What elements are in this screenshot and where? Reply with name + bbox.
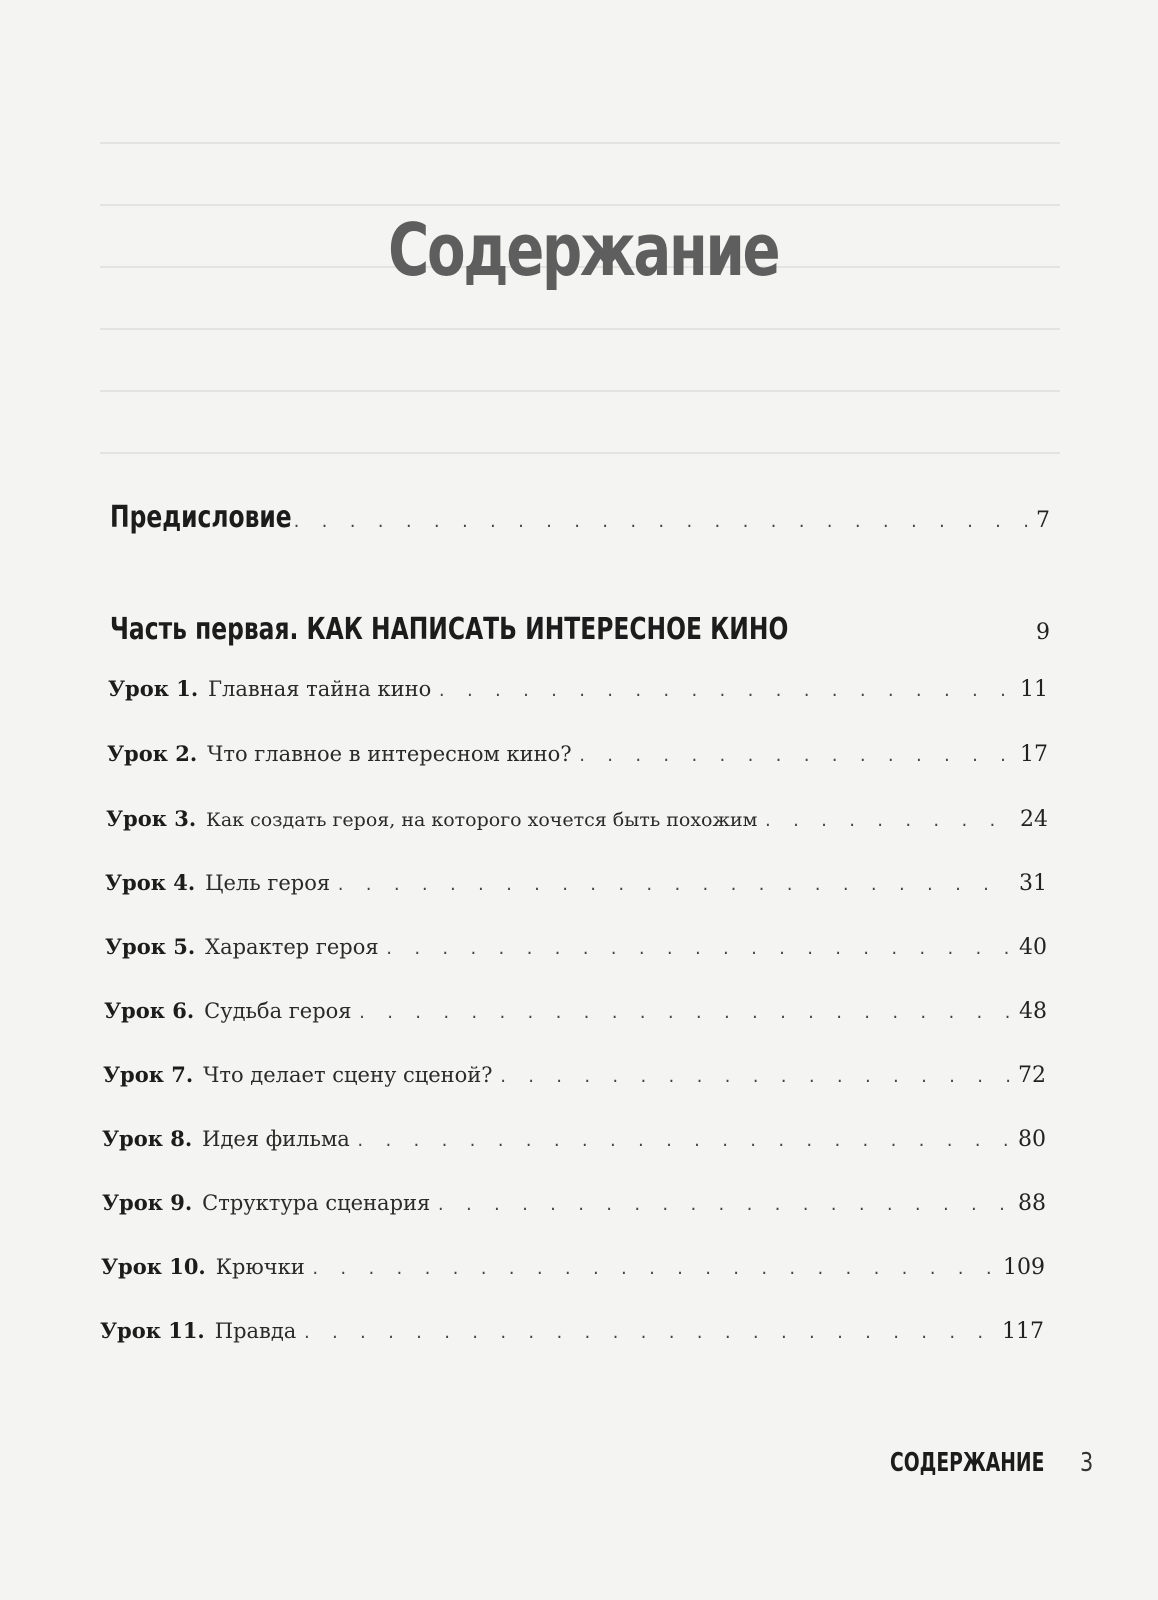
lesson-number: Урок 10. [101, 1254, 206, 1279]
lesson-title: Судьба героя [204, 999, 352, 1023]
running-footer [890, 1448, 1110, 1488]
lesson-number: Урок 2. [107, 741, 198, 766]
lesson-number: Урок 11. [100, 1318, 205, 1343]
show-through-text [100, 124, 1060, 464]
page-title: Содержание [388, 208, 779, 292]
toc-lesson [104, 998, 1047, 1024]
lesson-page: 31 [1019, 871, 1047, 896]
dot-leader [385, 940, 1013, 958]
lesson-title: Главная тайна кино [208, 677, 432, 701]
lesson-page: 117 [1002, 1319, 1044, 1344]
preface-page: 7 [1036, 508, 1050, 533]
toc-lesson [100, 1318, 1044, 1344]
lesson-title: Идея фильма [202, 1127, 350, 1151]
dot-leader [436, 1196, 1012, 1214]
lesson-number: Урок 7. [103, 1062, 194, 1087]
lesson-page: 40 [1019, 935, 1047, 960]
dot-leader [336, 876, 1013, 894]
dot-leader [499, 1068, 1012, 1086]
dot-leader [356, 1132, 1012, 1150]
toc-lesson [107, 741, 1048, 767]
toc-part-one [110, 612, 1050, 647]
lesson-title: Характер героя [205, 935, 379, 959]
lesson-page: 72 [1018, 1063, 1046, 1088]
part-label-wrap [110, 612, 789, 647]
page-number: 3 [1080, 1448, 1094, 1478]
lesson-number: Урок 1. [108, 676, 199, 701]
preface-label-wrap [110, 500, 292, 535]
toc-lesson [102, 1190, 1046, 1216]
part-one-page: 9 [1036, 620, 1050, 645]
lesson-title: Как создать героя, на которого хочется быть похожим [206, 809, 758, 831]
lesson-page: 88 [1018, 1191, 1046, 1216]
footer-section-label: СОДЕРЖАНИЕ [890, 1448, 1045, 1478]
toc-lesson [103, 1062, 1046, 1088]
lesson-page: 24 [1020, 807, 1048, 832]
lesson-number: Урок 3. [106, 806, 197, 831]
dot-leader [292, 513, 1030, 531]
toc-lesson [101, 1254, 1045, 1280]
preface-label: Предисловие [110, 500, 292, 535]
lesson-number: Урок 9. [102, 1190, 193, 1215]
lesson-page: 80 [1018, 1127, 1046, 1152]
part-one-label: Часть первая. КАК НАПИСАТЬ ИНТЕРЕСНОЕ КИНО [110, 612, 789, 647]
lesson-number: Урок 8. [102, 1126, 193, 1151]
toc-preface [110, 500, 1050, 535]
dot-leader [311, 1260, 997, 1278]
lesson-number: Урок 4. [105, 870, 196, 895]
lesson-number: Урок 5. [105, 934, 196, 959]
lesson-page: 11 [1020, 677, 1048, 702]
toc-lesson [106, 806, 1048, 832]
toc-lesson [105, 870, 1047, 896]
dot-leader [358, 1004, 1013, 1022]
lesson-title: Цель героя [205, 871, 331, 895]
dot-leader [578, 747, 1014, 765]
lesson-title: Правда [214, 1319, 297, 1343]
toc-lesson [108, 676, 1048, 702]
toc-lesson [105, 934, 1047, 960]
dot-leader [437, 682, 1014, 700]
toc-lesson [102, 1126, 1046, 1152]
lesson-title: Структура сценария [202, 1191, 431, 1215]
lesson-number: Урок 6. [104, 998, 195, 1023]
lesson-title: Что делает сцену сценой? [203, 1063, 493, 1087]
lesson-page: 17 [1020, 742, 1048, 767]
lesson-page: 48 [1019, 999, 1047, 1024]
dot-leader [302, 1324, 996, 1342]
lesson-page: 109 [1003, 1255, 1045, 1280]
lesson-title: Что главное в интересном кино? [207, 742, 572, 766]
lesson-title: Крючки [215, 1255, 305, 1279]
dot-leader [763, 812, 1014, 830]
